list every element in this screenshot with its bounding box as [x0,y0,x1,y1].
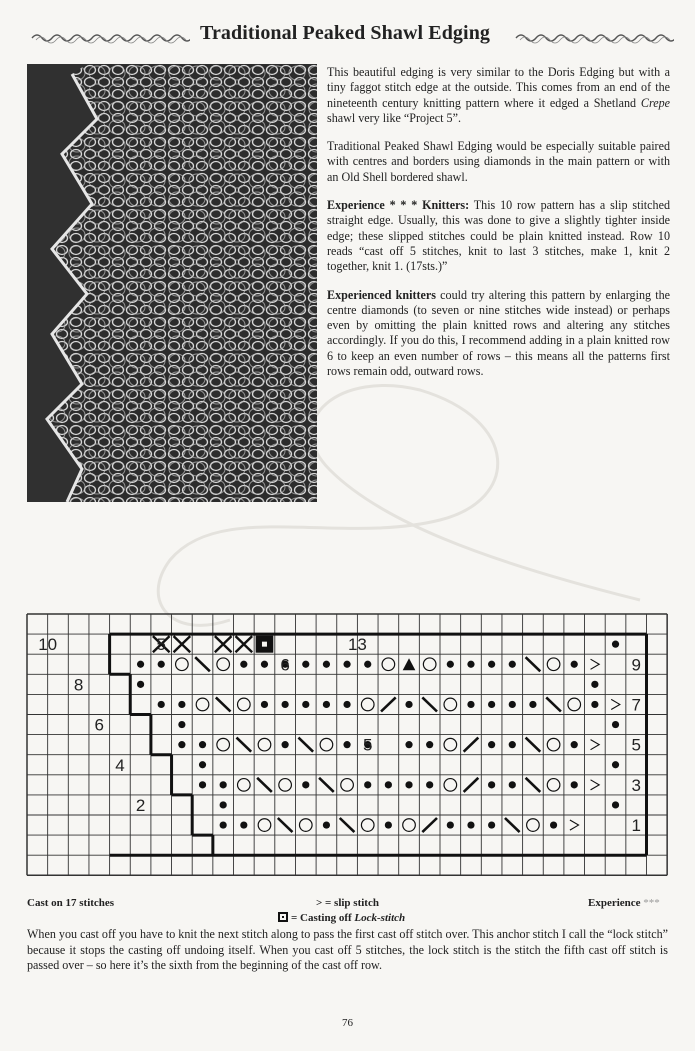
knit-bullet [488,701,495,708]
knit-bullet [158,701,165,708]
yarn-over-circle [444,738,457,751]
knit-bullet [467,701,474,708]
row-number-label: 1 [631,816,641,836]
yarn-over-circle [568,698,581,711]
experience-rating: Experience *** [588,897,660,909]
yarn-over-circle [547,738,560,751]
knit-bullet [343,741,350,748]
yarn-over-circle [527,819,540,832]
ssk-decrease [257,778,272,792]
row-number-label: 9 [631,655,641,675]
knit-bullet [571,741,578,748]
ssk-decrease [298,738,313,752]
yarn-over-circle [361,698,374,711]
knit-bullet [343,661,350,668]
knit-bullet [612,721,619,728]
knit-bullet [178,741,185,748]
knit-bullet [302,661,309,668]
yarn-over-circle [176,658,189,671]
row-number-label: 6 [94,715,105,735]
knit-bullet [158,661,165,668]
yarn-over-circle [238,779,251,792]
knit-bullet [261,701,268,708]
knit-bullet [343,701,350,708]
knit-bullet [323,821,330,828]
knit-bullet [571,781,578,788]
knit-bullet [612,801,619,808]
knit-bullet [488,741,495,748]
knit-bullet [199,761,206,768]
knit-bullet [405,741,412,748]
yarn-over-circle [444,779,457,792]
knit-bullet [199,741,206,748]
yarn-over-circle [382,658,395,671]
knit-bullet [529,701,536,708]
yarn-over-circle [444,698,457,711]
chart-inline-number: 5 [362,735,373,755]
knit-bullet [405,781,412,788]
lock-stitch-box [262,642,267,647]
yarn-over-circle [196,698,209,711]
cast-on-caption: Cast on 17 stitches [27,897,115,909]
knit-bullet [612,761,619,768]
row-number-label: 2 [135,795,146,815]
ssk-decrease [526,657,541,671]
row-number-label: 7 [631,695,641,715]
knit-bullet [509,741,516,748]
knit-bullet [488,781,495,788]
experienced-knitters-paragraph: Experienced knitters could try altering this pattern by enlarging the centre diamonds (to seven or nine stitches wide instead) or perhaps even by omitting the plain knitted rows and altering any stitches accordingly. If you do this, I recommend adding in a plain knitted row 6 to keep an even number of rows – this means all the patterns first rows remain odd, outward rows. [327,287,670,379]
knit-bullet [447,821,454,828]
row-number-label: 10 [38,635,58,655]
ssk-decrease [195,657,210,671]
knit-bullet [178,701,185,708]
slip-stitch-mark [591,740,600,750]
knit-bullet [467,661,474,668]
ssk-decrease [546,697,561,711]
slip-stitch-mark [591,659,600,669]
knit-bullet [220,801,227,808]
ssk-decrease [278,818,293,832]
slip-stitch-legend: > = slip stitch [316,897,379,909]
yarn-over-circle [299,819,312,832]
knit-bullet [261,661,268,668]
knit-bullet [302,701,309,708]
knit-bullet [220,781,227,788]
cast-off-lock-stitch-icon [278,912,288,922]
ssk-decrease [526,738,541,752]
knit-bullet [591,681,598,688]
yarn-over-circle [258,819,271,832]
knit-bullet [612,641,619,648]
yarn-over-circle [403,819,416,832]
lock-stitch-footnote: When you cast off you have to knit the next stitch along to pass the first cast off stitch over. This anchor stitch I call the “lock stitch” because it stops the casting off undoing itself. When you cast off 5 stitches, the lock stitch is the stitch the fifth cast off stitch is passed over – so here it’s the sixth from the beginning of the cast off row. [27,927,668,972]
chart-inline-number: 6 [280,655,290,675]
knit-bullet [282,741,289,748]
k2tog-decrease [464,738,479,752]
experience-paragraph: Experience * * * Knitters: This 10 row pattern has a slip stitched straight edge. Usually, this was done to give a slightly tighter inside edge; these slipped stitches could be plain knitted instead. Row 10 reads “cast off 5 stitches, knit to last 3 stitches, make 1, knit 2 together, knit 1. (17sts.)” [327,198,670,274]
yarn-over-circle [258,738,271,751]
chart-inline-number: 5 [156,635,166,655]
knit-bullet [282,701,289,708]
k2tog-decrease [464,778,479,792]
knit-bullet [426,781,433,788]
knit-bullet [550,821,557,828]
double-decrease-triangle [403,658,416,670]
yarn-over-circle [217,658,230,671]
yarn-over-circle [423,658,436,671]
knit-bullet [220,821,227,828]
ssk-decrease [216,697,231,711]
yarn-over-circle [361,819,374,832]
knit-bullet [467,821,474,828]
intro-paragraph: This beautiful edging is very similar to the Doris Edging but with a tiny faggot stitch edge at the outside. This comes from an end of the nineteenth century knitting pattern where it edged a Shetland Crepe shawl very like “Project 5”. [327,65,670,125]
knit-bullet [364,781,371,788]
yarn-over-circle [547,658,560,671]
ssk-decrease [340,818,355,832]
row-number-label: 4 [115,755,125,775]
knit-bullet [364,661,371,668]
ssk-decrease [505,818,520,832]
yarn-over-circle [238,698,251,711]
k2tog-decrease [422,818,437,832]
knit-bullet [240,821,247,828]
row-number-label: 8 [73,675,84,695]
knit-bullet [405,701,412,708]
yarn-over-circle [279,779,292,792]
knit-bullet [571,661,578,668]
ssk-decrease [319,778,334,792]
knit-bullet [426,741,433,748]
knit-bullet [199,781,206,788]
knit-bullet [240,661,247,668]
yarn-over-circle [320,738,333,751]
k2tog-decrease [381,697,396,711]
row-number-label: 5 [631,735,641,755]
knit-bullet [385,821,392,828]
ssk-decrease [422,697,437,711]
row-number-label: 3 [631,775,641,795]
knit-bullet [178,721,185,728]
slip-stitch-mark [570,820,579,830]
knit-bullet [302,781,309,788]
knit-bullet [323,701,330,708]
knit-bullet [137,681,144,688]
chart-inline-number: 13 [347,635,367,655]
yarn-over-circle [341,779,354,792]
knit-bullet [509,701,516,708]
ssk-decrease [237,738,252,752]
knit-bullet [137,661,144,668]
knit-bullet [488,661,495,668]
yarn-over-circle [217,738,230,751]
cast-off-legend: = Casting off Lock-stitch [278,912,405,924]
knit-bullet [447,661,454,668]
pairing-paragraph: Traditional Peaked Shawl Edging would be especially suitable paired with centres and borders using diamonds in the main pattern or with an Old Shell bordered shawl. [327,139,670,184]
knit-bullet [509,661,516,668]
slip-stitch-mark [591,780,600,790]
page-title: Traditional Peaked Shawl Edging [200,22,491,44]
ssk-decrease [526,778,541,792]
slip-stitch-mark [611,699,620,709]
knit-bullet [509,781,516,788]
yarn-over-circle [547,779,560,792]
knit-bullet [488,821,495,828]
knit-bullet [323,661,330,668]
knit-bullet [591,701,598,708]
knit-bullet [385,781,392,788]
page-number: 76 [342,1017,353,1029]
